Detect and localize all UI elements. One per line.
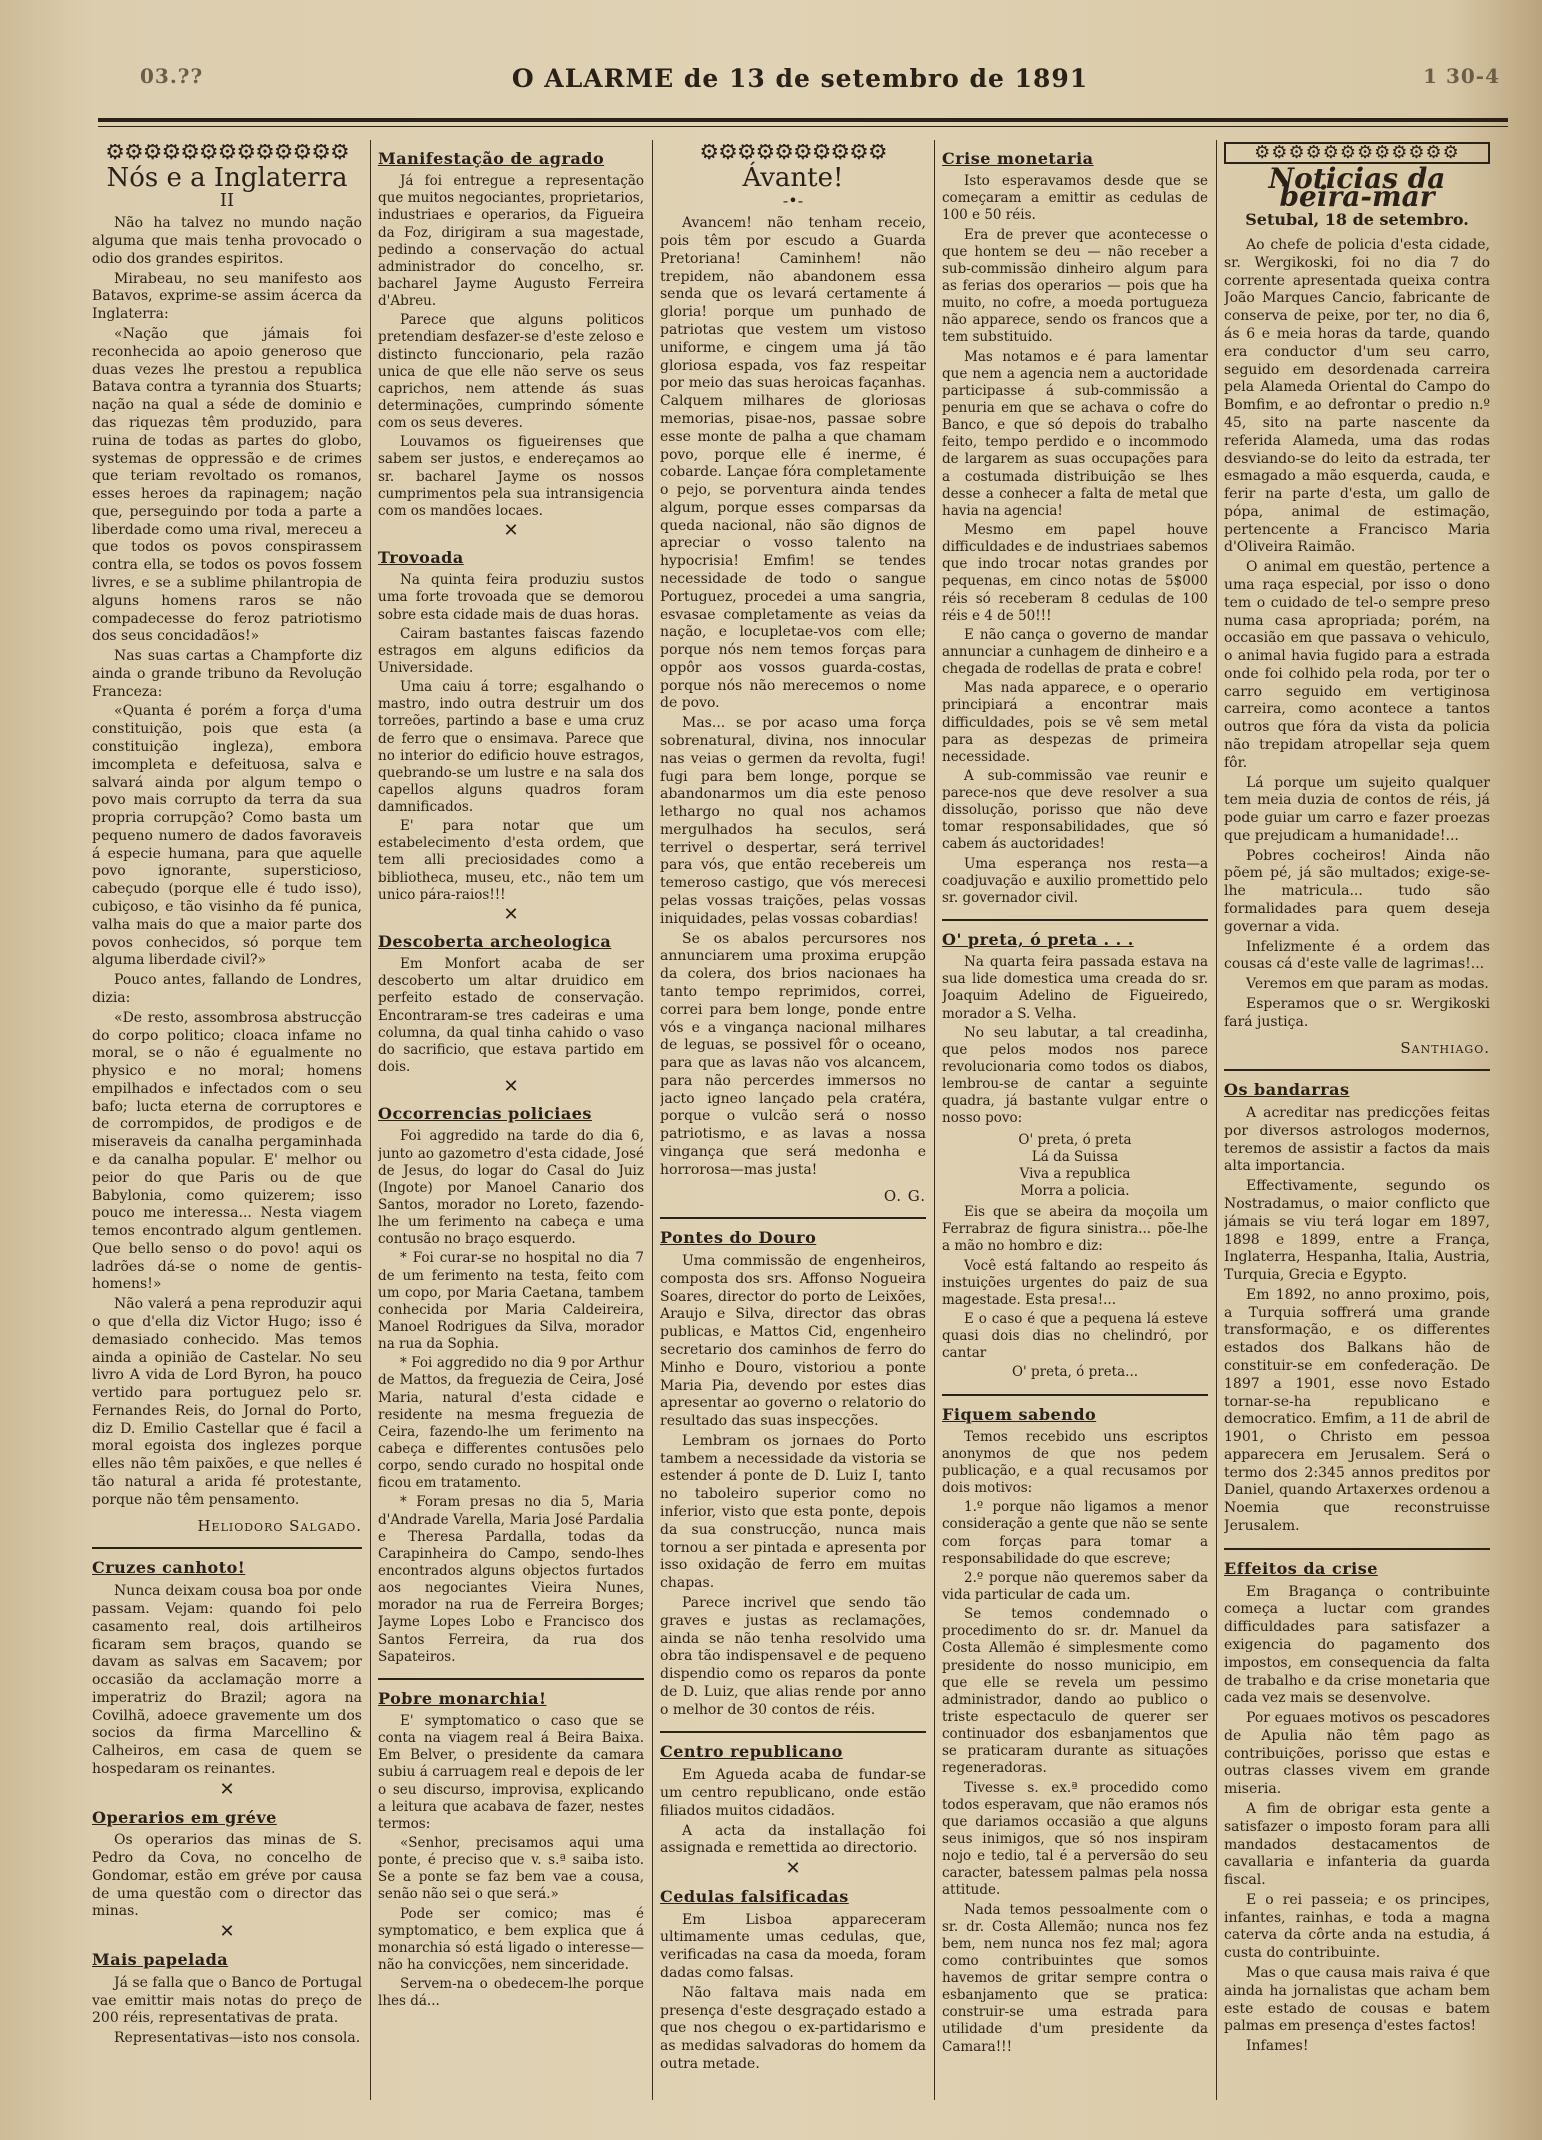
paragraph: Na quinta feira produziu sustos uma forte trovoada que se demorou sobre esta cidade mais de duas horas. bbox=[378, 572, 644, 623]
paragraph: Cairam bastantes faiscas fazendo estragos em alguns edificios da Universidade. bbox=[378, 625, 644, 676]
paragraph: A acta da installação foi assignada e remettida ao directorio. bbox=[660, 1822, 926, 1857]
section-title: Descoberta archeologica bbox=[378, 932, 612, 952]
paragraph: Uma caiu á torre; esgalhando o mastro, indo outra destruir um dos torreões, partindo a base e uma cruz de ferro que o ensimava. Parece que no interior do edificio houve estragos, quebrando-se um lustre e na sala dos capellos alguns quadros foram damnificados. bbox=[378, 679, 644, 816]
section-divider bbox=[660, 1731, 926, 1733]
column-2 bbox=[378, 140, 644, 2115]
cross-separator: ✕ bbox=[503, 903, 519, 925]
article-signature: Heliodoro Salgado. bbox=[197, 1516, 362, 1535]
article-signature: Santhiago. bbox=[1400, 1038, 1490, 1057]
section-body bbox=[378, 1713, 644, 2010]
section-title: Operarios em gréve bbox=[92, 1807, 277, 1827]
paragraph: Não faltava mais nada em presença d'este desgraçado estado a que nos chegou o ex-partidarismo e as medidas salvadoras do homem da outra metade. bbox=[660, 1984, 926, 2072]
masthead-rule bbox=[98, 118, 1508, 122]
section-body bbox=[942, 173, 1208, 907]
section-body bbox=[378, 173, 644, 520]
section-body bbox=[942, 1204, 1208, 1362]
paragraph: 1.º porque não ligamos a menor consideração a gente que não se sente com forças para tomar a responsabilidade do que escreve; bbox=[942, 1499, 1208, 1567]
paragraph: Morra a policia. bbox=[1020, 1183, 1130, 1200]
paragraph: E o rei passeia; e os principes, infantes, rainhas, e toda a magna caterva da côrte anda na estudia, á custa do contribuinte. bbox=[1224, 1891, 1490, 1962]
paragraph: A fim de obrigar esta gente a satisfazer o imposto foram para alli mandados destacamentos de cavallaria e infanteria da guarda fiscal. bbox=[1224, 1800, 1490, 1889]
article-title: Noticias da beira-mar bbox=[1268, 161, 1446, 213]
paragraph: Temos recebido uns escriptos anonymos de que nos pedem publicação, e a qual recusamos por dois motivos: bbox=[942, 1428, 1208, 1497]
column-rule bbox=[1216, 140, 1217, 2100]
paragraph: 2.º porque não queremos saber da vida particular de cada um. bbox=[942, 1569, 1208, 1603]
article-body bbox=[660, 215, 926, 1179]
section-title: Effeitos da crise bbox=[1224, 1558, 1378, 1578]
masthead-rule-thin bbox=[98, 126, 1508, 127]
paragraph: Servem-na o obedecem-lhe porque lhes dá... bbox=[378, 1976, 644, 2010]
paragraph: Esperamos que o sr. Wergikoski fará justiça. bbox=[1224, 995, 1490, 1030]
section-title: O' preta, ó preta . . . bbox=[942, 930, 1134, 950]
paragraph: Lá da Suissa bbox=[1031, 1148, 1119, 1165]
paragraph: Em Lisboa appareceram ultimamente umas cedulas, que, verificadas na casa da moeda, foram dadas como falsas. bbox=[660, 1911, 926, 1981]
paragraph: «De resto, assombrosa abstrucção do corpo politico; cloaca infame no moral, se o não é egualmente no physico e no moral; homens empilhados e infectados com o seu bafo; lucta eterna de corruptores e de corrompidos, de prodigos e de miseraveis da canalha pergaminhada e da canalha popular. E' melhor ou peior do que Paris ou de que Babylonia, como quizerem; isso pouco me interessa... Nesta viagem temos encontrado algum gentlemen. Que bello senso o do povo! aqui os ladrões dá-se o nome de gentis-homens!» bbox=[92, 1009, 362, 1293]
paragraph: E' symptomatico o caso que se conta na viagem real á Beira Baixa. Em Belver, o presidente da camara subiu á carruagem real e depois de ler o seu discurso, improvisa, explicando a leitura que acabava de fazer, nestes termos: bbox=[378, 1712, 644, 1832]
paragraph: Os operarios das minas de S. Pedro da Cova, no concelho de Gondomar, estão em gréve por causa de uma questão com o director das minas. bbox=[92, 1832, 362, 1920]
article-body bbox=[1224, 237, 1490, 1031]
paragraph: Infelizmente é a ordem das cousas cá d'este valle de lagrimas!... bbox=[1224, 938, 1490, 973]
paragraph: Parece que alguns politicos pretendiam desfazer-se d'este zeloso e distincto funccionario, pela razão unica de que elle não serve os seus caprichos, nem attende ás suas determinações, cumprindo sómente com os seus deveres. bbox=[378, 312, 644, 432]
paragraph: Em Monfort acaba de ser descoberto um altar druidico em perfeito estado de conservação. Encontraram-se tres cadeiras e uma columna, da qual tinha cahido o vaso do sacrificio, que estava partido em dois. bbox=[378, 956, 644, 1076]
paragraph: * Foram presas no dia 5, Maria d'Andrade Varella, Maria José Pardalia e Theresa Pardalla, todas da Carapinheira do Campo, sendo-lhes encontrados alguns objectos furtados aos negociantes Vieira Nunes, morador na rua de Ferreira Borges; Jayme Lopes Lobo e Francisco dos Santos Ferreira, da rua dos Sapateiros. bbox=[378, 1494, 644, 1665]
paragraph: Mas o que causa mais raiva é que ainda ha jornalistas que acham bem este estado de cousas e batem palmas em presença d'estes factos! bbox=[1224, 1965, 1490, 2035]
paragraph: Isto esperavamos desde que se começaram a emittir as cedulas de 100 e 50 réis. bbox=[942, 173, 1208, 224]
section-body bbox=[660, 1912, 926, 2074]
paragraph: «Quanta é porém a força d'uma constituição, pois que esta (a constituição ingleza), embora imcompleta e defeituosa, salva e salvará ainda por algum tempo o povo mais corrupto da terra da sua propria corrupção? Como basta um pequeno numero de dados favoraveis á especie humana, para que aquelle povo ignorante, supersticioso, cabeçudo (porque elle é tudo isso), cubiçoso, e tão visinho da fé punica, valha mais do que a maior parte dos povos conhecidos, só porque tem alguma liberdade civil?» bbox=[92, 703, 362, 969]
paragraph: Representativas—isto nos consola. bbox=[114, 2030, 361, 2047]
ornament-border: ⚙⚙⚙⚙⚙⚙⚙⚙⚙⚙⚙⚙⚙ bbox=[105, 144, 349, 162]
paragraph: Veremos em que param as modas. bbox=[1246, 976, 1489, 993]
section-title: Os bandarras bbox=[1224, 1080, 1350, 1100]
paragraph: Já se falla que o Banco de Portugal vae emittir mais notas do preço de 200 réis, representativas de prata. bbox=[92, 1974, 362, 2027]
section-body bbox=[1224, 1105, 1490, 1536]
paragraph: Se os abalos percursores nos annunciarem uma proxima erupção da colera, dos brios nacionaes ha tanto tempo reprimidos, correi, correi para bem longe, ponde entre vós e a vingança nacional milhares de leguas, se possivel fôr o oceano, para que as lavas não vos alcancem, para não percerdes immersos no jacto igneo lançado pela cratéra, porque o vulcão será o nosso patriotismo, e as lavas a nossa vingança que será medonha e horrorosa—mas justa! bbox=[660, 930, 926, 1178]
paragraph: Uma commissão de engenheiros, composta dos srs. Affonso Nogueira Soares, director do porto de Leixões, Araujo e Silva, director das obras publicas, e Mattos Cid, engenheiro secretario dos caminhos de ferro do Minho e Douro, vistoriou a ponte Maria Pia, devendo por estes dias apresentar ao governo o relatorio do resultado das suas inspecções. bbox=[660, 1253, 926, 1430]
cross-separator: ✕ bbox=[785, 1858, 801, 1880]
section-title: Mais papelada bbox=[92, 1950, 229, 1969]
paragraph: Em Agueda acaba de fundar-se um centro republicano, onde estão filiados muitos cidadãos. bbox=[660, 1767, 926, 1819]
section-title: Centro republicano bbox=[660, 1742, 843, 1762]
paragraph: Em 1892, no anno proximo, pois, a Turquia soffrerá uma grande transformação, e os differentes estados dos Balkans hão de constituir-se em confederação. De 1897 a 1901, esse novo Estado tornar-se-ha republicano e democratico. Emfim, a 11 de abril de 1901, o Christo em pessoa apparecera em Jerusalem. Será o termo dos 2:345 annos preditos por Daniel, quando Artaxerxes ordenou a Noemia que reconstruisse Jerusalem. bbox=[1224, 1286, 1490, 1535]
verse-refrain: O' preta, ó preta... bbox=[1011, 1364, 1139, 1381]
paragraph: Foi aggredido na tarde do dia 6, junto ao gazometro d'esta cidade, José de Jesus, do logar do Casal do Juiz (Ingote) por Manoel Canario dos Santos, morador no Loreto, fazendo-lhe um ferimento na cabeça e uma contusão no braço esquerdo. bbox=[378, 1128, 644, 1248]
section-title: Crise monetaria bbox=[942, 149, 1094, 168]
paragraph: * Foi curar-se no hospital no dia 7 de um ferimento na testa, feito com um copo, por Maria Caetana, tambem conhecida por Maria Caldeireira, Manoel Rodrigues da Silva, morador na rua da Sophia. bbox=[378, 1250, 644, 1353]
cross-separator: ✕ bbox=[219, 1921, 235, 1943]
paragraph: E não cança o governo de mandar annunciar a cunhagem de dinheiro e a chegada de rodellas de prata e cobre! bbox=[942, 626, 1208, 678]
paragraph: A acreditar nas predicções feitas por diversos astrologos modernos, teremos de assistir a factos da mais alta importancia. bbox=[1224, 1105, 1490, 1175]
paragraph: Infames! bbox=[1246, 2038, 1309, 2055]
section-body bbox=[660, 1253, 926, 1719]
article-body bbox=[92, 215, 362, 1509]
paragraph: Tivesse s. ex.ª procedido como todos esperavam, que não eramos nós que dariamos occasião a que alguns seus inimigos, que só nos inspiram nojo e tedio, tal é a perversão do seu caracter, batessem palmas pela nossa attitude. bbox=[942, 1779, 1208, 1899]
section-body bbox=[378, 956, 644, 1076]
section-divider bbox=[942, 1394, 1208, 1396]
paragraph: Era de prever que acontecesse o que hontem se deu — não receber a sub-commissão dinheiro algum para as ferias dos operarios — pois que ha muito, no cofre, a moeda portugueza não apparece, sendo os francos que a tem substituido. bbox=[942, 226, 1208, 346]
paragraph: Pouco antes, fallando de Londres, dizia: bbox=[92, 972, 362, 1006]
paragraph: Mas nada apparece, e o operario principiará a encontrar mais difficuldades, pois se vê sem metal para as despezas de primeira necessidade. bbox=[942, 680, 1208, 765]
paragraph: «Senhor, precisamos aqui uma ponte, é preciso que v. s.ª saiba isto. Se a ponte se faz bem vae a cousa, senão não sei o que será.» bbox=[378, 1834, 644, 1903]
paragraph: Não ha talvez no mundo nação alguma que mais tenha provocado o odio dos grandes espiritos. bbox=[92, 215, 362, 267]
paragraph: Ao chefe de policia d'esta cidade, sr. Wergikoski, foi no dia 7 do corrente apresentada queixa contra João Marques Cancio, fabricante de conserva de peixe, por ter, no dia 6, ás 6 e meia horas da tarde, quando era conductor d'um seu carro, seguido em desordenada carreira pela Alameda Oriental do Campo do Bomfim, e ao defrontar o predio n.º 45, sito na parte nascente da referida Alameda, uma das rodas desviando-se do leito da estrada, ter esmagado a mão esquerda, cauda, e ferir na parte d'esta, um gallo de pópa, animal de estimação, pertencente a Francisco Maria d'Oliveira Raimão. bbox=[1224, 237, 1490, 556]
section-body bbox=[942, 1429, 1208, 2056]
section-body bbox=[660, 1767, 926, 1858]
paragraph: E o caso é que a pequena lá esteve quasi dois dias no chelindró, por cantar bbox=[942, 1311, 1208, 1362]
section-body bbox=[378, 572, 644, 904]
column-3 bbox=[660, 140, 926, 2115]
section-title: Pontes do Douro bbox=[660, 1228, 817, 1248]
paragraph: Nada temos pessoalmente com o sr. dr. Costa Allemão; nunca nos fez bem, nem nunca nos fez mal; agora como contribuintes que somos havemos de gritar sempre contra o esbanjamento que se pratica: construir-se uma estrada para utilidade d'um presidente da Camara!!! bbox=[942, 1901, 1208, 2055]
paragraph: Mirabeau, no seu manifesto aos Batavos, exprime-se assim ácerca da Inglaterra: bbox=[92, 270, 362, 323]
paragraph: Louvamos os figueirenses que sabem ser justos, e endereçamos ao sr. bacharel Jayme os nossos cumprimentos pela sua intransigencia com os mandões locaes. bbox=[378, 434, 644, 519]
article-title: Nós e a Inglaterra bbox=[106, 162, 348, 193]
paragraph: Pode ser comico; mas é symptomatico, e bem explica que á monarchia só está ligado o interesse—não ha convicções, nem sinceridade. bbox=[378, 1905, 644, 1973]
paragraph: Se temos condemnado o procedimento do sr. dr. Manuel da Costa Allemão é simplesmente como presidente do nosso municipio, em que elle se revela um pessimo administrador, dando ao publico o triste espectaculo de querer ser continuador dos esbanjamentos que se praticaram durante as situações regeneradoras. bbox=[942, 1606, 1208, 1777]
section-title: Cruzes canhoto! bbox=[92, 1558, 246, 1578]
column-rule bbox=[934, 140, 935, 2100]
paragraph: O animal em questão, pertence a uma raça especial, por isso o dono tem o cuidado de tel-o sempre preso numa casa apropriada; porém, na occasião em que passava o vehiculo, o animal havia fugido para a estrada onde foi colhido pela roda, por ter o carro seguido em vertiginosa carreira, como acontece a tantos outros que fóra da vista da policia não trepidam atropellar seja quem fôr. bbox=[1224, 559, 1490, 771]
column-rule bbox=[370, 140, 371, 2100]
verse-quatrain bbox=[942, 1132, 1208, 1201]
section-title: Pobre monarchia! bbox=[378, 1688, 547, 1708]
section-divider bbox=[660, 1217, 926, 1219]
paragraph: No seu labutar, a tal creadinha, que pelos modos nos parece revolucionaria como todos os diabos, lembrou-se de cantar a seguinte quadra, já bastante vulgar entre o nosso povo: bbox=[942, 1024, 1208, 1127]
section-body bbox=[378, 1128, 644, 1665]
paragraph: Você está faltando ao respeito ás instuições urgentes do paiz de sua magestade. Esta presa!... bbox=[942, 1257, 1208, 1308]
section-divider bbox=[1224, 1548, 1490, 1550]
article-signature: O. G. bbox=[883, 1186, 926, 1205]
section-divider bbox=[1224, 1069, 1490, 1071]
paragraph: Nas suas cartas a Champforte diz ainda o grande tribuno da Revolução Franceza: bbox=[92, 648, 362, 700]
paragraph: Por eguaes motivos os pescadores de Apulia não têm pago as contribuições, porisso que estas e outras classes vivem em grande miseria. bbox=[1224, 1710, 1490, 1798]
section-title: Trovoada bbox=[378, 548, 464, 568]
paragraph: E' para notar que um estabelecimento d'esta ordem, que tem alli preciosidades como a bibliotheca, museu, etc., não tem um unico pára-raios!!! bbox=[378, 818, 644, 903]
section-title: Occorrencias policiaes bbox=[378, 1104, 592, 1124]
paragraph: O' preta, ó preta bbox=[1018, 1131, 1132, 1148]
paragraph: Lá porque um sujeito qualquer tem meia duzia de contos de réis, já pode guiar um carro e fazer proezas que prejudicam a humanidade!... bbox=[1224, 774, 1490, 844]
dateline: Setubal, 18 de setembro. bbox=[1245, 210, 1469, 230]
paragraph: A sub-commissão vae reunir e parece-nos que deve resolver a sua dissolução, porisso que não deve tomar responsabilidades, que só cabem ás auctoridades! bbox=[942, 767, 1208, 853]
paragraph: Em Bragança o contribuinte começa a luctar com grandes difficuldades para satisfazer a exigencia do pagamento dos impostos, em consequencia da falta de trabalho e da crise monetaria que cada vez mais se desenvolve. bbox=[1224, 1583, 1490, 1707]
paragraph: «Nação que jámais foi reconhecida ao apoio generoso que duas vezes lhe prestou a republica Batava contra a tyrannia dos Stuarts; nação na qual a séde de dominio e das riquezas têm produzido, para ruina de todas as partes do globo, systemas de oppressão e de crimes que teriam revoltado os romanos, esses heroes da rapinagem; nação que, perseguindo por toda a parte a liberdade como uma rival, mereceu a que todos os povos conspirassem contra ella, se todos os povos fossem livres, e se a sublime philantropia de alguns homens raros se não compadecesse do feroz patriotismo dos seus concidadãos!» bbox=[92, 326, 362, 645]
paragraph: Não valerá a pena reproduzir aqui o que d'ella diz Victor Hugo; isso é demasiado conhecido. Mas temos ainda a opinião de Castelar. No seu livro A vida de Lord Byron, ha pouco vertido para portuguez pelo sr. Fernandes Reis, do Jornal do Porto, diz D. Emilio Castellar que é facil a moral egoista dos inglezes porque elles não têm paixões, e que nelles é tão natural a arida fé protestante, porque não têm pensamento. bbox=[92, 1296, 362, 1508]
column-5 bbox=[1224, 140, 1490, 2115]
section-divider bbox=[942, 919, 1208, 921]
paragraph: Pobres cocheiros! Ainda não põem pé, já são multados; exige-se-lhe matricula... tudo são formalidades para quem deseja governar a vida. bbox=[1224, 847, 1490, 935]
section-body bbox=[942, 954, 1208, 1127]
paragraph: Effectivamente, segundo os Nostradamus, o maior conflicto que jámais se viu terá logar em 1897, 1898 e 1899, entre a França, Inglaterra, Hespanha, Italia, Austria, Turquia, Grecia e Egypto. bbox=[1224, 1178, 1490, 1284]
article-part-number: II bbox=[219, 189, 235, 211]
cross-separator: ✕ bbox=[503, 519, 519, 541]
section-title: Manifestação de agrado bbox=[378, 149, 605, 168]
paragraph: * Foi aggredido no dia 9 por Arthur de Mattos, da freguezia de Ceira, José Maria, natural d'esta cidade e residente na mesma freguezia de Ceira, fazendo-lhe um ferimento na cabeça e differentes contusões pelo corpo, sendo curado no hospital onde ficou em tratamento. bbox=[378, 1355, 644, 1492]
paragraph: Mesmo em papel houve difficuldades e de industriaes sabemos que indo trocar notas grandes por pequenas, em cinco notas de 5$000 réis só receberam 8 cedulas de 100 réis e 4 de 50!!! bbox=[942, 521, 1208, 624]
cross-separator: ✕ bbox=[219, 1778, 235, 1800]
section-divider bbox=[378, 1678, 644, 1680]
section-title: Cedulas falsificadas bbox=[660, 1886, 849, 1906]
masthead-corner-left: 03.?? bbox=[140, 64, 204, 88]
ornament-dot: -•- bbox=[782, 190, 804, 210]
section-body bbox=[92, 1975, 362, 2048]
section-body bbox=[92, 1832, 362, 1921]
section-divider bbox=[92, 1547, 362, 1549]
paragraph: Lembram os jornaes do Porto tambem a necessidade da vistoria se estender á ponte de D. Luiz I, tanto no taboleiro superior como no inferior, visto que esta ponte, depois da sua construcção, nunca mais tornou a ser pintada e apresenta por isso oxidação de ferro em muitas chapas. bbox=[660, 1432, 926, 1592]
section-title: Fiquem sabendo bbox=[942, 1404, 1097, 1424]
section-body bbox=[92, 1583, 362, 1779]
ornament-border: ⚙⚙⚙⚙⚙⚙⚙⚙⚙⚙⚙⚙ bbox=[1224, 142, 1490, 164]
masthead-title: O ALARME de 13 de setembro de 1891 bbox=[511, 64, 1089, 93]
cross-separator: ✕ bbox=[503, 1076, 519, 1098]
column-1 bbox=[92, 140, 362, 2115]
section-body bbox=[1224, 1584, 1490, 2056]
paragraph: Já foi entregue a representação que muitos negociantes, proprietarios, industriaes e operarios, da Figueira da Foz, dirigiram a sua magestade, pedindo a conservação do actual administrador do concelho, sr. bacharel Jayme Augusto Ferreira d'Abreu. bbox=[378, 173, 644, 310]
column-4 bbox=[942, 140, 1208, 2115]
paragraph: Avancem! não tenham receio, pois têm por escudo a Guarda Pretoriana! Caminhem! não trepidem, não abandonem essa senda que os levará certamente á gloria! porque um punhado de patriotas que vestem um vistoso uniforme, e cingem uma já tão gloriosa espada, vos faz respeitar por meio das suas heroicas façanhas. Calquem milhares de gloriosas memorias, pisae-nos, passae sobre esse monte de palha a que chamam povo, porque elle é inerme, é cobarde. Lançae fóra completamente o pejo, se porventura ainda tendes algum, porque esses comparsas da queda nacional, não são dignos de apreciar o vosso talento na hypocrisia! Emfim! se tendes necessidade de todo o sangue Portuguez, procedei a uma sangria, esvasae completamente as veias da nação, e locupletae-vos com elle; porque nós nem temos forças para oppôr aos vossos guarda-costas, porque nós não merecemos o nome de povo. bbox=[660, 215, 926, 712]
paragraph: Uma esperança nos resta—a coadjuvação e auxilio promettido pelo sr. governador civil. bbox=[942, 855, 1208, 906]
column-rule bbox=[652, 140, 653, 2100]
paragraph: Na quarta feira passada estava na sua lide domestica uma creada do sr. Joaquim Adelino de Figueiredo, morador a S. Velha. bbox=[942, 954, 1208, 1022]
paragraph: Nunca deixam cousa boa por onde passam. Vejam: quando foi pelo casamento real, dois artilheiros ficaram sem braços, quando se davam as salvas em Sacavem; por occasião da acclamação morre a imperatriz do Brazil; agora na Covilhã, adoece gravemente um dos socios da firma Marcellino & Calheiros, em casa de quem se hospedaram os reinantes. bbox=[92, 1583, 362, 1777]
paragraph: Mas notamos e é para lamentar que nem a agencia nem a auctoridade participasse á sub-commissão a penuria em que se achava o cofre do Banco, e que só depois do trabalho feito, tempo perdido e o incommodo de largarem as suas occupações para a costumada distribuição se lhes desse a conhecer a falta de metal que havia na agencia! bbox=[942, 348, 1208, 519]
article-title: Ávante! bbox=[742, 162, 844, 193]
paragraph: Eis que se abeira da moçoila um Ferrabraz de figura sinistra... põe-lhe a mão no hombro e diz: bbox=[942, 1204, 1208, 1255]
paragraph: Mas... se por acaso uma força sobrenatural, divina, nos innocular nas veias o germen da revolta, fugi! fugi para bem longe, porque se abandonarmos um dia este penoso lethargo no qual nos achamos mergulhados ha seculos, será terrivel o despertar, será terrivel para vós, que então recebereis um temeroso castigo, que vós merecesi pelas vossas traições, pelas vossas iniquidades, pelas vossas cobardias! bbox=[660, 715, 926, 927]
ornament-border: ⚙⚙⚙⚙⚙⚙⚙⚙⚙⚙ bbox=[699, 144, 887, 162]
paragraph: Viva a republica bbox=[1019, 1165, 1131, 1182]
paragraph: Parece incrivel que sendo tão graves e justas as reclamações, ainda se não tenha resolvido uma obra tão indispensavel e de pequeno dispendio como os reparos da ponte de D. Luiz, que alias rende por anno o melhor de 30 contos de réis. bbox=[660, 1594, 926, 1718]
masthead bbox=[100, 64, 1500, 108]
masthead-corner-right: 1 30-4 bbox=[1423, 64, 1500, 88]
